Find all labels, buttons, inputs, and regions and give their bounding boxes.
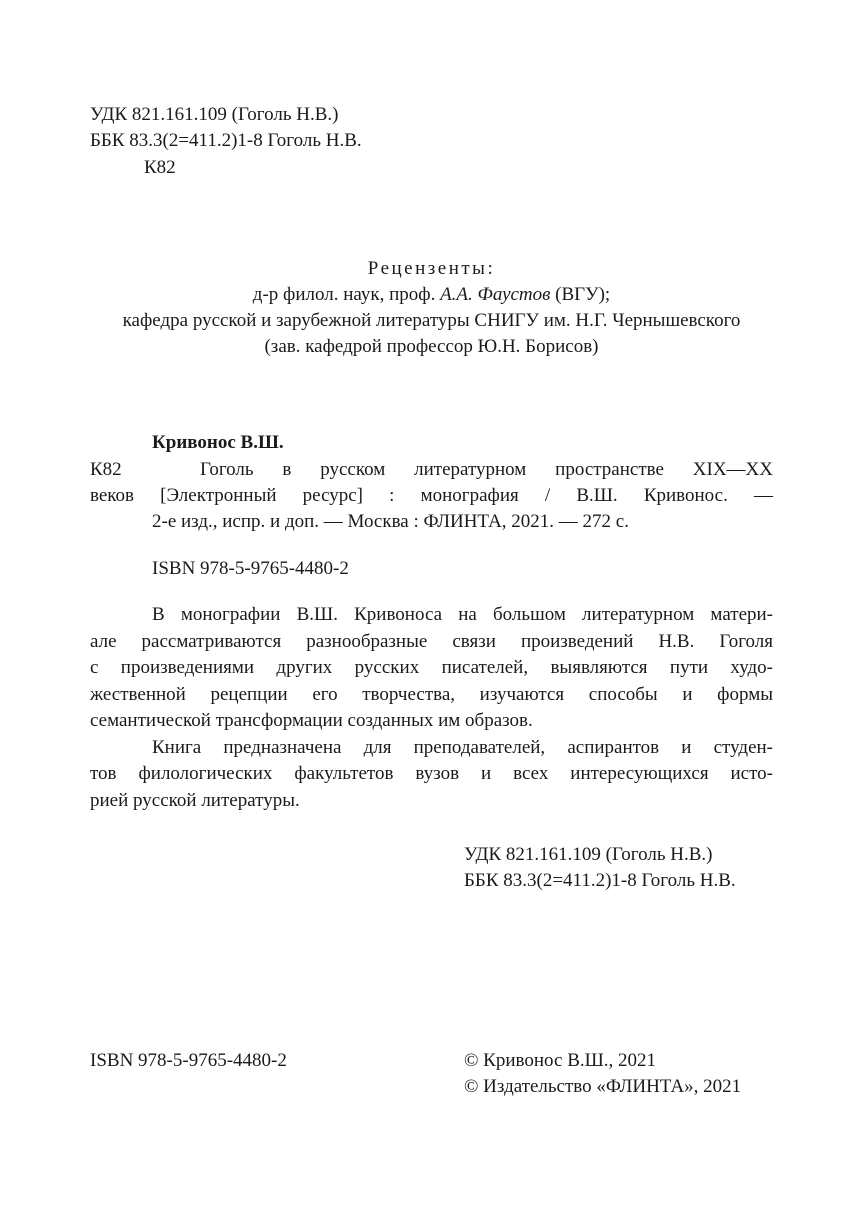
annotation-line: с произведениями других русских писателей, выявляются пути худо- (90, 657, 773, 678)
bib-line-2: веков [Электронный ресурс] : монография / В.Ш. Кривонос. — (90, 485, 773, 506)
reviewer-line-1: д-р филол. наук, проф. А.А. Фаустов (ВГУ); (252, 284, 611, 305)
bib-line-1: Гоголь в русском литературном пространстве XIX—XX (200, 459, 773, 480)
bib-mark: К82 (90, 459, 122, 480)
annotation-line: Книга предназначена для преподавателей, аспирантов и студен- (152, 736, 773, 758)
reviewer-name: А.А. Фаустов (440, 284, 551, 305)
reviewers-heading: Рецензенты: (367, 258, 496, 279)
annotation-line: семантической трансформации созданных им образов. (90, 710, 533, 731)
isbn-main: ISBN 978-5-9765-4480-2 (152, 558, 349, 579)
annotation-line: В монографии В.Ш. Кривоноса на большом литературном матери- (152, 604, 773, 625)
annotation-line: але рассматриваются разнообразные связи произведений Н.В. Гоголя (90, 630, 773, 652)
annotation-line: жественной рецепции его творчества, изучаются способы и формы (90, 683, 773, 705)
reviewer-line-2: кафедра русской и зарубежной литературы СНИГУ им. Н.Г. Чернышевского (122, 310, 741, 331)
reviewer-line-3: (зав. кафедрой профессор Ю.Н. Борисов) (264, 336, 599, 357)
copyright-author: © Кривонос В.Ш., 2021 (464, 1050, 657, 1071)
copyright-publisher: © Издательство «ФЛИНТА», 2021 (464, 1076, 742, 1097)
annotation-line: рией русской литературы. (90, 789, 300, 811)
bib-line-3: 2-е изд., испр. и доп. — Москва : ФЛИНТА, 2021. — 272 с. (152, 511, 629, 532)
annotation-line: тов филологических факультетов вузов и всех интересующихся исто- (90, 763, 773, 784)
annotation (90, 602, 773, 814)
top-author-mark: К82 (144, 157, 176, 178)
bottom-bbk: ББК 83.3(2=411.2)1-8 Гоголь Н.В. (464, 870, 736, 891)
bottom-udk: УДК 821.161.109 (Гоголь Н.В.) (464, 844, 713, 865)
top-udk: УДК 821.161.109 (Гоголь Н.В.) (90, 104, 339, 125)
footer-isbn: ISBN 978-5-9765-4480-2 (90, 1050, 287, 1071)
top-bbk: ББК 83.3(2=411.2)1-8 Гоголь Н.В. (90, 130, 362, 151)
author-heading: Кривонос В.Ш. (152, 432, 284, 453)
